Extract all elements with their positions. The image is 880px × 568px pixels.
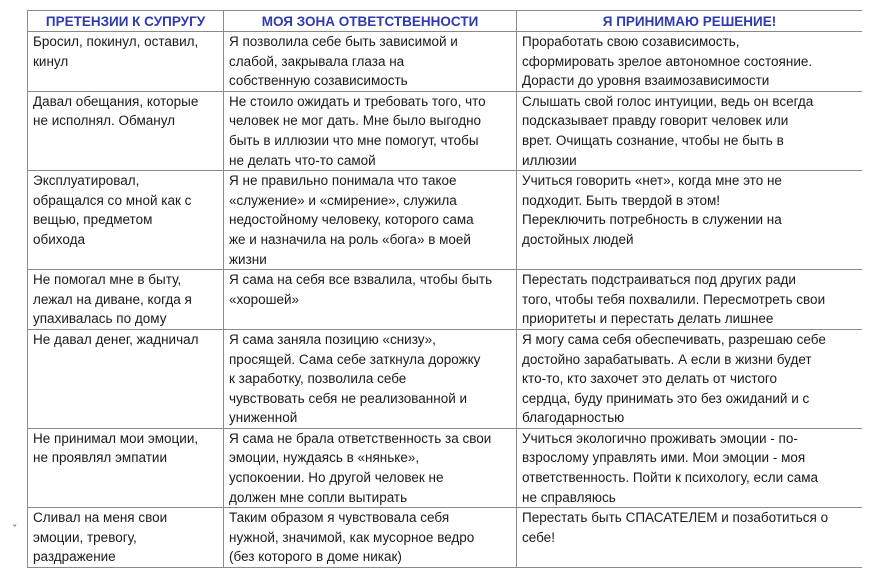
claim-cell: Бросил, покинул, оставил, кинул bbox=[28, 32, 224, 92]
document-page bbox=[27, 10, 862, 568]
decision-cell: Перестать быть СПАСАТЕЛЕМ и позаботиться о себе! bbox=[517, 508, 863, 568]
decision-cell: Учиться экологично проживать эмоции - по- взрослому управлять ими. Мои эмоции - моя ответственность. Пойти к психологу, если сама не справляюсь bbox=[517, 428, 863, 507]
table-row bbox=[28, 270, 863, 330]
claim-cell: Не давал денег, жадничал bbox=[28, 329, 224, 428]
table-row bbox=[28, 91, 863, 170]
claims-table bbox=[27, 10, 862, 568]
responsibility-cell: Не стоило ожидать и требовать того, что человек не мог дать. Мне было выгодно быть в иллюзии что мне помогут, чтобы не делать что-то самой bbox=[224, 91, 517, 170]
decision-cell: Проработать свою созависимость, сформировать зрелое автономное состояние. Дорасти до уровня взаимозависимости bbox=[517, 32, 863, 92]
header-decision: Я ПРИНИМАЮ РЕШЕНИЕ! bbox=[517, 11, 863, 32]
table-row bbox=[28, 508, 863, 568]
decision-cell: Перестать подстраиваться под других ради того, чтобы тебя похвалили. Пересмотреть свои приоритеты и перестать делать лишнее bbox=[517, 270, 863, 330]
responsibility-cell: Я сама на себя все взвалила, чтобы быть «хорошей» bbox=[224, 270, 517, 330]
decision-cell: Я могу сама себя обеспечивать, разрешаю себе достойно зарабатывать. А если в жизни будет кто-то, кто захочет это делать от чистого сердца, буду принимать это без ожиданий и с благодарностью bbox=[517, 329, 863, 428]
table-row bbox=[28, 32, 863, 92]
header-claims: ПРЕТЕНЗИИ К СУПРУГУ bbox=[28, 11, 224, 32]
header-responsibility: МОЯ ЗОНА ОТВЕТСТВЕННОСТИ bbox=[224, 11, 517, 32]
claim-cell: Давал обещания, которые не исполнял. Обманул bbox=[28, 91, 224, 170]
table-row bbox=[28, 329, 863, 428]
claim-cell: Не принимал мои эмоции, не проявлял эмпатии bbox=[28, 428, 224, 507]
decision-cell: Учиться говорить «нет», когда мне это не подходит. Быть твердой в этом! Переключить потребность в служении на достойных людей bbox=[517, 171, 863, 270]
responsibility-cell: Я не правильно понимала что такое «служение» и «смирение», служила недостойному человеку, которого сама же и назначила на роль «бога» в моей жизни bbox=[224, 171, 517, 270]
margin-marker-icon: ˇ bbox=[12, 523, 18, 536]
table-row bbox=[28, 428, 863, 507]
table-header-row bbox=[28, 11, 863, 32]
claim-cell: Не помогал мне в быту, лежал на диване, когда я упахивалась по дому bbox=[28, 270, 224, 330]
responsibility-cell: Я сама не брала ответственность за свои эмоции, нуждаясь в «няньке», успокоении. Но другой человек не должен мне сопли вытирать bbox=[224, 428, 517, 507]
claim-cell: Эксплуатировал, обращался со мной как с вещью, предметом обихода bbox=[28, 171, 224, 270]
responsibility-cell: Я сама заняла позицию «снизу», просящей. Сама себе заткнула дорожку к заработку, позволила себе чувствовать себя не реализованной и униженной bbox=[224, 329, 517, 428]
claim-cell: Сливал на меня свои эмоции, тревогу, раздражение bbox=[28, 508, 224, 568]
table-row bbox=[28, 171, 863, 270]
responsibility-cell: Таким образом я чувствовала себя нужной, значимой, как мусорное ведро (без которого в доме никак) bbox=[224, 508, 517, 568]
decision-cell: Слышать свой голос интуиции, ведь он всегда подсказывает правду говорит человек или врет. Очищать сознание, чтобы не быть в иллюзии bbox=[517, 91, 863, 170]
responsibility-cell: Я позволила себе быть зависимой и слабой, закрывала глаза на собственную созависимость bbox=[224, 32, 517, 92]
